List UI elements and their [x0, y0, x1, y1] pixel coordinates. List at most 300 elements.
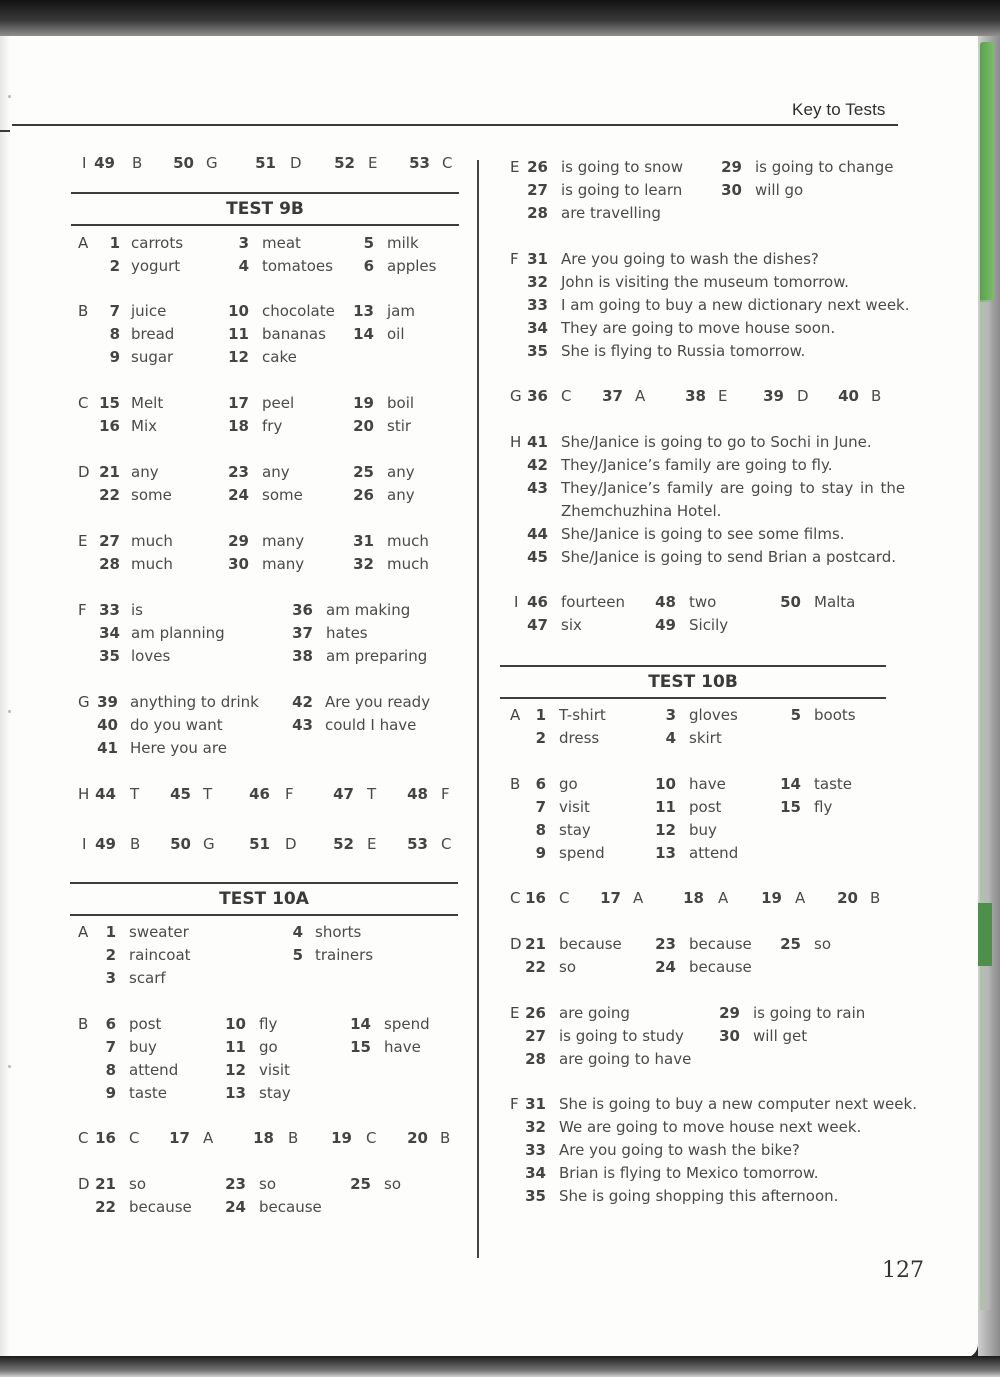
- item-number: 11: [225, 1038, 246, 1056]
- answer-row: [500, 1048, 888, 1071]
- page-number: 127: [882, 1258, 924, 1283]
- answer-row: [68, 484, 460, 507]
- answer-row: [500, 477, 906, 500]
- answer-row: [68, 530, 460, 553]
- item-number: 15: [99, 394, 120, 412]
- item-answer: C: [129, 1129, 140, 1147]
- item-answer: carrots: [131, 234, 184, 252]
- answer-row-continuation: [500, 500, 888, 523]
- item-answer: C: [559, 889, 570, 907]
- item-answer: is going to change: [755, 158, 894, 176]
- item-number: 45: [170, 785, 191, 803]
- answer-row: [500, 704, 888, 727]
- item-number: 11: [655, 798, 676, 816]
- item-number: 53: [407, 835, 428, 853]
- item-number: 3: [238, 234, 249, 252]
- item-number: 8: [535, 821, 546, 839]
- item-answer: have: [689, 775, 726, 793]
- item-answer: am making: [326, 601, 411, 619]
- item-answer: taste: [129, 1084, 167, 1102]
- item-answer: am planning: [131, 624, 225, 642]
- answer-row: [500, 523, 888, 546]
- item-number: 25: [353, 463, 374, 481]
- item-number: 20: [837, 889, 858, 907]
- answer-row: [68, 599, 460, 622]
- item-number: 20: [353, 417, 374, 435]
- left-column: [68, 152, 460, 1219]
- item-answer: much: [131, 555, 173, 573]
- item-answer: because: [259, 1198, 322, 1216]
- item-answer: fry: [262, 417, 283, 435]
- item-answer: bananas: [262, 325, 326, 343]
- item-number: 12: [228, 348, 249, 366]
- test-9b-section-d: [68, 461, 460, 507]
- item-number: 45: [527, 548, 548, 566]
- item-answer: skirt: [689, 729, 722, 747]
- item-answer: is going to rain: [753, 1004, 866, 1022]
- item-number: 33: [99, 601, 120, 619]
- item-answer: some: [131, 486, 172, 504]
- item-number: 21: [99, 463, 120, 481]
- section-letter: B: [78, 1015, 89, 1033]
- item-answer: C: [441, 835, 452, 853]
- item-answer: T: [130, 785, 140, 803]
- answer-row: [68, 553, 460, 576]
- item-answer: go: [259, 1038, 278, 1056]
- item-number: 24: [228, 486, 249, 504]
- test-9b-section-a: [68, 232, 460, 278]
- item-answer: so: [129, 1175, 146, 1193]
- item-number: 30: [719, 1027, 740, 1045]
- section-letter: H: [510, 433, 522, 451]
- section-letter: I: [514, 593, 519, 611]
- answer-row: [68, 152, 460, 175]
- item-answer: A: [633, 889, 644, 907]
- test-10a-section-a: [68, 921, 460, 990]
- item-number: 2: [535, 729, 546, 747]
- item-answer: F: [285, 785, 294, 803]
- item-answer: E: [367, 835, 377, 853]
- item-answer: G: [206, 154, 218, 172]
- item-answer: stir: [387, 417, 412, 435]
- item-answer: T: [203, 785, 213, 803]
- item-answer: Malta: [814, 593, 856, 611]
- item-number: 10: [225, 1015, 246, 1033]
- item-answer: two: [689, 593, 717, 611]
- answer-row: [68, 1082, 460, 1105]
- item-number: 10: [655, 775, 676, 793]
- answer-row: [68, 300, 460, 323]
- item-number: 18: [228, 417, 249, 435]
- item-number: 17: [169, 1129, 190, 1147]
- item-answer: boil: [387, 394, 415, 412]
- item-answer: fly: [259, 1015, 278, 1033]
- item-number: 44: [95, 785, 116, 803]
- item-number: 23: [655, 935, 676, 953]
- item-number: 22: [99, 486, 120, 504]
- item-answer: C: [442, 154, 453, 172]
- item-answer: six: [561, 616, 582, 634]
- item-answer: some: [262, 486, 303, 504]
- test-10a-section-e: [500, 156, 894, 225]
- item-answer: juice: [131, 302, 167, 320]
- answer-row: [500, 933, 888, 956]
- header-rule-tick: [0, 130, 10, 132]
- test-10a-section-i: [500, 591, 888, 637]
- item-answer: is going to study: [559, 1027, 684, 1045]
- answer-row: [68, 1196, 460, 1219]
- test-9b-section-f: [68, 599, 460, 668]
- item-answer: C: [561, 387, 572, 405]
- answer-row: [500, 1116, 888, 1139]
- item-number: 22: [525, 958, 546, 976]
- item-answer: raincoat: [129, 946, 191, 964]
- item-answer: T-shirt: [559, 706, 606, 724]
- item-number: 31: [525, 1095, 546, 1113]
- item-answer: visit: [559, 798, 590, 816]
- item-answer: We are going to move house next week.: [559, 1118, 862, 1136]
- item-number: 28: [99, 555, 120, 573]
- item-answer: post: [689, 798, 722, 816]
- item-answer: jam: [387, 302, 415, 320]
- answer-row: [68, 645, 460, 668]
- item-answer: gloves: [689, 706, 738, 724]
- item-answer: I am going to buy a new dictionary next week.: [561, 296, 910, 314]
- answer-row: [500, 1093, 917, 1116]
- item-number: 10: [228, 302, 249, 320]
- item-answer: is going to learn: [561, 181, 683, 199]
- item-number: 33: [525, 1141, 546, 1159]
- answer-row: [500, 727, 888, 750]
- item-number: 23: [225, 1175, 246, 1193]
- item-number: 14: [353, 325, 374, 343]
- item-number: 7: [535, 798, 546, 816]
- item-answer: yogurt: [131, 257, 181, 275]
- item-number: 5: [363, 234, 374, 252]
- item-answer: any: [387, 486, 415, 504]
- answer-row: [68, 415, 460, 438]
- answer-row: [500, 271, 888, 294]
- item-number: 27: [99, 532, 120, 550]
- item-number: 32: [527, 273, 548, 291]
- item-answer: She/Janice is going to go to Sochi in June.: [561, 433, 872, 451]
- item-answer: oil: [387, 325, 405, 343]
- scan-speck: [8, 95, 11, 98]
- section-letter: E: [78, 532, 88, 550]
- item-number: 8: [109, 325, 120, 343]
- item-answer: are travelling: [561, 204, 661, 222]
- page-edge-stack: [980, 300, 994, 1310]
- test-9b-section-i: [68, 833, 460, 856]
- item-answer: B: [870, 889, 881, 907]
- answer-row: [500, 431, 888, 454]
- item-answer: chocolate: [262, 302, 335, 320]
- item-number: 12: [225, 1061, 246, 1079]
- answer-row: [68, 1036, 460, 1059]
- item-number: 49: [655, 616, 676, 634]
- answer-row: [500, 385, 888, 408]
- item-number: 31: [353, 532, 374, 550]
- answer-row: [500, 819, 888, 842]
- item-answer: go: [559, 775, 578, 793]
- item-number: 37: [602, 387, 623, 405]
- item-number: 18: [683, 889, 704, 907]
- item-number: 1: [109, 234, 120, 252]
- item-answer: any: [262, 463, 290, 481]
- item-number: 48: [407, 785, 428, 803]
- test-10a-section-h: [500, 431, 906, 569]
- section-letter: E: [510, 1004, 520, 1022]
- item-number: 29: [721, 158, 742, 176]
- test-9b-section-c: [68, 392, 460, 438]
- item-number: 14: [350, 1015, 371, 1033]
- section-letter: B: [510, 775, 521, 793]
- item-answer: buy: [129, 1038, 157, 1056]
- answer-row: [500, 842, 888, 865]
- item-answer: bread: [131, 325, 175, 343]
- item-answer: any: [387, 463, 415, 481]
- item-number: 26: [525, 1004, 546, 1022]
- section-letter: A: [510, 706, 521, 724]
- item-number: 23: [228, 463, 249, 481]
- item-answer: A: [795, 889, 806, 907]
- section-letter: A: [78, 923, 89, 941]
- item-answer: are going: [559, 1004, 630, 1022]
- item-number: 52: [333, 835, 354, 853]
- item-answer: milk: [387, 234, 419, 252]
- test-10b-section-a: [500, 704, 888, 750]
- item-answer: attend: [129, 1061, 179, 1079]
- test-10b-section-f: [500, 1093, 917, 1208]
- answer-row: [68, 622, 460, 645]
- answer-row: [500, 546, 897, 569]
- item-number: 7: [109, 302, 120, 320]
- item-number: 5: [790, 706, 801, 724]
- item-number: 52: [334, 154, 355, 172]
- item-answer: fourteen: [561, 593, 625, 611]
- test-9b-section-e: [68, 530, 460, 576]
- item-number: 50: [170, 835, 191, 853]
- item-answer-continued: Zhemchuzhina Hotel.: [561, 502, 722, 520]
- item-number: 15: [780, 798, 801, 816]
- item-number: 24: [655, 958, 676, 976]
- item-number: 13: [655, 844, 676, 862]
- item-answer: hates: [326, 624, 368, 642]
- item-answer: do you want: [130, 716, 223, 734]
- answer-row: [500, 1025, 888, 1048]
- item-number: 51: [249, 835, 270, 853]
- answer-row: [500, 248, 888, 271]
- item-number: 1: [535, 706, 546, 724]
- item-number: 42: [527, 456, 548, 474]
- item-answer: B: [132, 154, 143, 172]
- item-answer: sugar: [131, 348, 174, 366]
- item-number: 12: [655, 821, 676, 839]
- section-letter: I: [82, 835, 87, 853]
- green-thumb-tab: [978, 903, 992, 966]
- answer-row: [500, 294, 910, 317]
- item-answer: any: [131, 463, 159, 481]
- answer-row: [68, 1173, 460, 1196]
- item-answer: B: [871, 387, 882, 405]
- item-number: 25: [780, 935, 801, 953]
- item-number: 33: [527, 296, 548, 314]
- item-number: 41: [97, 739, 118, 757]
- item-answer: Are you going to wash the dishes?: [561, 250, 819, 268]
- item-number: 16: [525, 889, 546, 907]
- item-answer: D: [285, 835, 297, 853]
- item-number: 50: [173, 154, 194, 172]
- answer-row: [68, 392, 460, 415]
- item-answer: C: [366, 1129, 377, 1147]
- item-answer: spend: [384, 1015, 430, 1033]
- item-answer: They/Janice’s family are going to stay in the: [561, 479, 906, 497]
- test-10a-heading: TEST 10A: [70, 882, 458, 916]
- item-number: 6: [363, 257, 374, 275]
- answer-row: [68, 1059, 460, 1082]
- section-letter: C: [78, 1129, 89, 1147]
- answer-row: [500, 614, 888, 637]
- item-number: 13: [225, 1084, 246, 1102]
- item-answer: have: [384, 1038, 421, 1056]
- item-answer: apples: [387, 257, 437, 275]
- item-answer: tomatoes: [262, 257, 333, 275]
- answer-row: [68, 967, 460, 990]
- item-answer: B: [288, 1129, 299, 1147]
- item-answer: could I have: [325, 716, 417, 734]
- item-answer: so: [814, 935, 831, 953]
- answer-row: [68, 346, 460, 369]
- item-answer: stay: [259, 1084, 291, 1102]
- item-number: 17: [600, 889, 621, 907]
- item-number: 46: [527, 593, 548, 611]
- answer-row: [500, 340, 888, 363]
- item-number: 16: [99, 417, 120, 435]
- test-10a-section-c: [68, 1127, 460, 1150]
- item-answer: She/Janice is going to send Brian a postcard.: [561, 548, 897, 566]
- answer-row: [500, 156, 894, 179]
- item-answer: much: [387, 555, 429, 573]
- item-answer: many: [262, 532, 305, 550]
- section-letter: F: [78, 601, 87, 619]
- item-answer: will go: [755, 181, 804, 199]
- answer-row: [68, 255, 460, 278]
- section-letter: D: [510, 935, 522, 953]
- item-number: 4: [665, 729, 676, 747]
- item-number: 2: [109, 257, 120, 275]
- item-number: 31: [527, 250, 548, 268]
- answer-row: [500, 179, 888, 202]
- answer-row: [500, 1139, 888, 1162]
- item-number: 25: [350, 1175, 371, 1193]
- item-answer: boots: [814, 706, 856, 724]
- item-number: 5: [292, 946, 303, 964]
- item-answer: post: [129, 1015, 162, 1033]
- item-answer: E: [718, 387, 728, 405]
- item-answer: so: [559, 958, 576, 976]
- item-number: 19: [353, 394, 374, 412]
- item-number: 20: [407, 1129, 428, 1147]
- item-number: 7: [105, 1038, 116, 1056]
- item-answer: B: [440, 1129, 451, 1147]
- section-letter: C: [510, 889, 521, 907]
- item-answer: trainers: [315, 946, 374, 964]
- item-number: 19: [761, 889, 782, 907]
- item-number: 49: [95, 835, 116, 853]
- item-answer: taste: [814, 775, 852, 793]
- item-number: 53: [409, 154, 430, 172]
- item-number: 36: [527, 387, 548, 405]
- item-answer: because: [559, 935, 622, 953]
- scan-bottom-shadow: [0, 1356, 1000, 1377]
- item-number: 30: [721, 181, 742, 199]
- test-10b-heading: TEST 10B: [500, 665, 886, 699]
- item-number: 50: [780, 593, 801, 611]
- item-number: 51: [255, 154, 276, 172]
- item-answer: She/Janice is going to see some films.: [561, 525, 845, 543]
- item-number: 39: [763, 387, 784, 405]
- answer-row: [500, 773, 888, 796]
- item-number: 15: [350, 1038, 371, 1056]
- item-number: 34: [527, 319, 548, 337]
- item-number: 35: [99, 647, 120, 665]
- item-number: 36: [292, 601, 313, 619]
- item-number: 9: [109, 348, 120, 366]
- test-10b-section-c: [500, 887, 888, 910]
- item-number: 3: [105, 969, 116, 987]
- item-number: 37: [292, 624, 313, 642]
- item-answer: Mix: [131, 417, 157, 435]
- item-answer: A: [718, 889, 729, 907]
- answer-row: [500, 317, 888, 340]
- item-number: 42: [292, 693, 313, 711]
- item-number: 44: [527, 525, 548, 543]
- section-letter: H: [78, 785, 90, 803]
- item-answer: She is going to buy a new computer next week.: [559, 1095, 917, 1113]
- item-number: 21: [95, 1175, 116, 1193]
- test-10b-section-d: [500, 933, 888, 979]
- item-number: 24: [225, 1198, 246, 1216]
- item-number: 35: [527, 342, 548, 360]
- item-number: 34: [99, 624, 120, 642]
- item-number: 17: [228, 394, 249, 412]
- scan-top-shadow: [0, 0, 1000, 38]
- item-number: 13: [353, 302, 374, 320]
- item-number: 14: [780, 775, 801, 793]
- section-letter: C: [78, 394, 89, 412]
- item-answer: loves: [131, 647, 171, 665]
- item-number: 30: [228, 555, 249, 573]
- item-answer: is: [131, 601, 143, 619]
- item-answer: shorts: [315, 923, 362, 941]
- answer-row: [68, 232, 460, 255]
- section-letter: F: [510, 1095, 519, 1113]
- item-answer: much: [131, 532, 173, 550]
- section-letter: I: [82, 154, 87, 172]
- item-number: 6: [105, 1015, 116, 1033]
- test-9b-section-g: [68, 691, 460, 760]
- answer-row: [68, 714, 460, 737]
- section-letter: D: [78, 1175, 90, 1193]
- item-number: 43: [527, 479, 548, 497]
- scan-speck: [8, 1065, 11, 1068]
- section-letter: G: [510, 387, 522, 405]
- item-answer: visit: [259, 1061, 290, 1079]
- item-number: 6: [535, 775, 546, 793]
- item-answer: stay: [559, 821, 591, 839]
- item-number: 27: [527, 181, 548, 199]
- answer-row: [500, 956, 888, 979]
